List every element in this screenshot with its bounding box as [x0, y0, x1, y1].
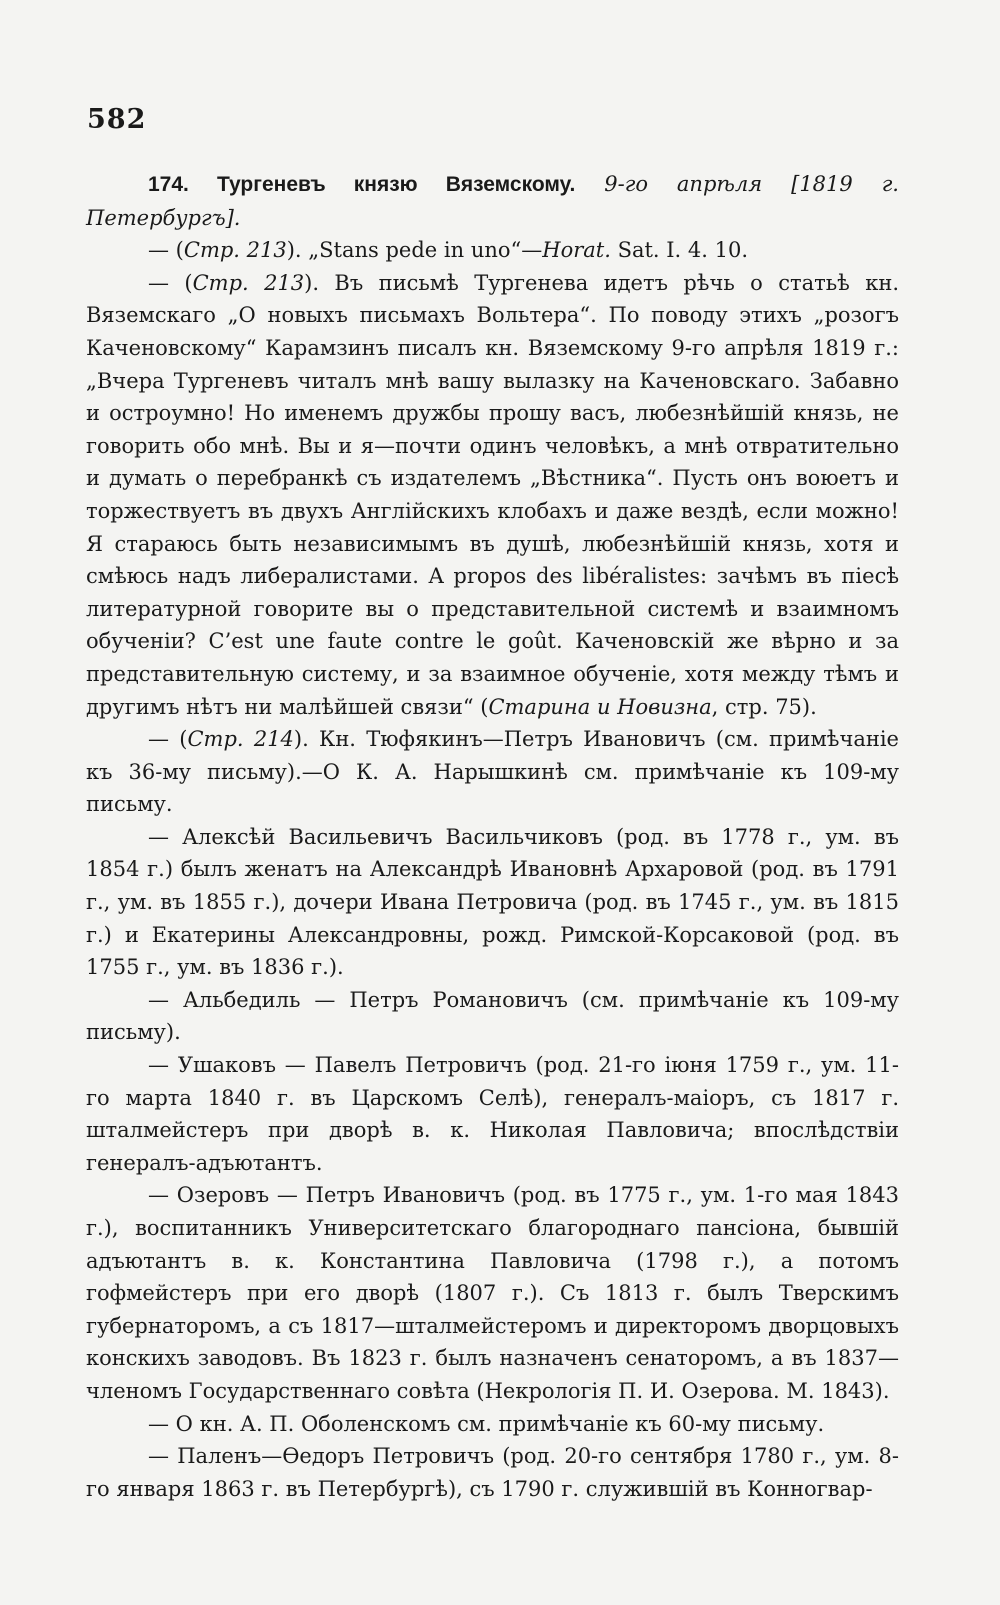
page-reference: Стр. 213 — [192, 270, 305, 295]
note-paragraph-3: — (Стр. 214). Кн. Тюфякинъ—Петръ Ивановичъ (см. примѣчаніе къ 36-му письму).—О К. А. Нарышкинѣ см. примѣчаніе къ 109-му письму. — [86, 727, 899, 817]
citation-author: Horat. — [542, 238, 611, 263]
source-title: Старина и Новизна — [488, 694, 712, 719]
page-reference: Стр. 213 — [183, 238, 287, 263]
note-paragraph-6: — Ушаковъ — Павелъ Петровичъ (род. 21-го іюня 1759 г., ум. 11-го марта 1840 г. въ Царскомъ Селѣ), генералъ-маіоръ, съ 1817 г. шталмейстеръ при дворѣ в. к. Николая Павловича; впослѣдствіи генералъ-адъютантъ. — [86, 1053, 899, 1175]
note-paragraph-7: — Озеровъ — Петръ Ивановичъ (род. въ 1775 г., ум. 1-го мая 1843 г.), воспитанникъ Университетскаго благороднаго пансіона, бывшій адъютантъ в. к. Константина Павловича (1798 г.), а потомъ гофмейстеръ при его дворѣ (1807 г.). Съ 1813 г. былъ Тверскимъ губернаторомъ, а съ 1817—шталмейстеромъ и директоромъ дворцовыхъ конскихъ заводовъ. Въ 1823 г. былъ назначенъ сенаторомъ, а въ 1837—членомъ Государственнаго совѣта (Некрологія П. И. Озерова. М. 1843). — [86, 1183, 899, 1403]
note-paragraph-4: — Алексѣй Васильевичъ Васильчиковъ (род. въ 1778 г., ум. въ 1854 г.) былъ женатъ на Александрѣ Ивановнѣ Архаровой (род. въ 1791 г., ум. въ 1855 г.), дочери Ивана Петровича (род. въ 1745 г., ум. въ 1815 г.) и Екатерины Александровны, рожд. Римской-Корсаковой (род. въ 1755 г., ум. въ 1836 г.). — [86, 824, 899, 980]
body-text — [86, 168, 899, 1505]
note-paragraph-2: — (Стр. 213). Въ письмѣ Тургенева идетъ рѣчь о статьѣ кн. Вяземскаго „О новыхъ письмахъ Вольтера“. По поводу этихъ „розогъ Каченовскому“ Карамзинъ писалъ кн. Вяземскому 9-го апрѣля 1819 г.: „Вчера Тургеневъ читалъ мнѣ вашу вылазку на Каченовскаго. Забавно и остроумно! Но именемъ дружбы прошу васъ, любезнѣйшій князь, не говорить обо мнѣ. Вы и я—почти одинъ человѣкъ, а мнѣ отвратительно и думать о перебранкѣ съ издателемъ „Вѣстника“. Пусть онъ воюетъ и торжествуетъ въ двухъ Англійскихъ клобахъ и даже вездѣ, если можно! Я стараюсь быть независимымъ въ душѣ, любезнѣйшій князь, хотя и смѣюсь надъ либералистами. A propos des libéralistes: зачѣмъ въ піесѣ литературной говорите вы о представительной системѣ и взаимномъ обученіи? C’est une faute contre le goût. Каченовскій же вѣрно и за представительную систему, и за взаимное обученіе, хотя между тѣмъ и другимъ нѣтъ ни малѣйшей связи“ (Старина и Новизна, стр. 75). — [86, 270, 899, 719]
note-paragraph-5: — Альбедиль — Петръ Романовичъ (см. примѣчаніе къ 109-му письму). — [86, 987, 899, 1045]
note-paragraph-9: — Паленъ—Ѳедоръ Петровичъ (род. 20-го сентября 1780 г., ум. 8-го января 1863 г. въ Петербургѣ), съ 1790 г. служившій въ Конногвар- — [86, 1444, 899, 1501]
page-number: 582 — [87, 104, 147, 135]
entry-date: 9-го апрѣля [1819 г. Петербургъ]. — [86, 172, 899, 230]
page-reference: Стр. 214 — [187, 727, 294, 752]
entry-title: 174. Тургеневъ князю Вяземскому. — [148, 173, 576, 196]
entry-heading — [86, 168, 899, 234]
note-paragraph-1: — (Стр. 213). „Stans pede in uno“—Horat. Sat. I. 4. 10. — [148, 238, 749, 263]
note-paragraph-8: — О кн. А. П. Оболенскомъ см. примѣчаніе къ 60-му письму. — [148, 1411, 825, 1436]
